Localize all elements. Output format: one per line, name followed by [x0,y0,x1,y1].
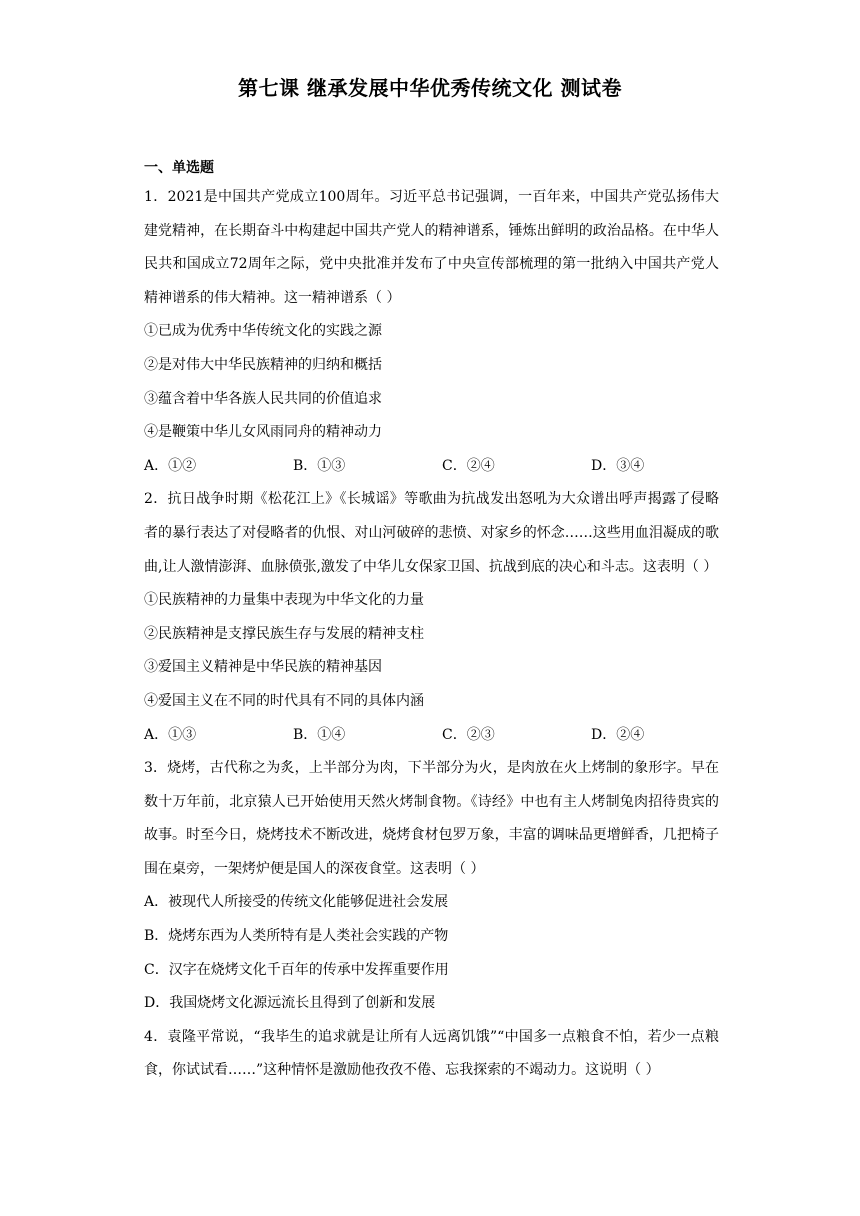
choice-d[interactable]: D．我国烧烤文化源远流长且得到了创新和发展 [144,995,436,1012]
statement-item: ④爱国主义在不同的时代具有不同的具体内涵 [144,692,424,709]
choice-a[interactable]: A．①③ [144,726,197,743]
choice-c[interactable]: C．②③ [442,726,495,743]
question-1 [144,181,719,483]
section-heading: 一、单选题 [144,160,214,176]
statement-item: ④是鞭策中华儿女风雨同舟的精神动力 [144,424,382,441]
choice-a[interactable]: A．①② [144,457,197,474]
choice-b[interactable]: B．①④ [293,726,346,743]
statement-item: ①民族精神的力量集中表现为中华文化的力量 [144,592,424,609]
answer-choices [144,719,719,753]
question-stem: 3．烧烤，古代称之为炙，上半部分为肉，下半部分为火，是肉放在火上烤制的象形字。早在数十万年前，北京猿人已开始使用天然火烤制食物。《诗经》中也有主人烤制兔肉招待贵宾的故事。时至今日，烧烤技术不断改进，烧烤食材包罗万象，丰富的调味品更增鲜香，几把椅子围在桌旁，一架烤炉便是国人的深夜食堂。这表明（ ） [144,760,719,877]
question-2 [144,483,719,752]
statement-item: ②是对伟大中华民族精神的归纳和概括 [144,356,382,373]
exam-content [144,155,719,1088]
question-4 [144,1021,719,1088]
choice-b[interactable]: B．①③ [293,457,346,474]
choice-b[interactable]: B．烧烤东西为人类所特有是人类社会实践的产物 [144,928,449,945]
statement-item: ③蕴含着中华各族人民共同的价值追求 [144,390,382,407]
question-stem: 4．袁隆平常说，“我毕生的追求就是让所有人远离饥饿”“中国多一点粮食不怕，若少一点粮食，你试试看……”这种情怀是激励他孜孜不倦、忘我探索的不竭动力。这说明（ ） [144,1028,719,1079]
choice-c[interactable]: C．汉字在烧烤文化千百年的传承中发挥重要作用 [144,961,449,978]
statement-item: ②民族精神是支撑民族生存与发展的精神支柱 [144,625,424,642]
question-stem: 2．抗日战争时期《松花江上》《长城谣》等歌曲为抗战发出怒吼为大众谱出呼声揭露了侵略者的暴行表达了对侵略者的仇恨、对山河破碎的悲愤、对家乡的怀念……这些用血泪凝成的歌曲,让人激情澎湃、血脉偾张,激发了中华儿女保家卫国、抗战到底的决心和斗志。这表明（ ） [144,491,719,575]
choice-d[interactable]: D．②④ [591,726,645,743]
answer-choices [144,450,719,484]
statement-item: ①已成为优秀中华传统文化的实践之源 [144,323,382,340]
statement-item: ③爱国主义精神是中华民族的精神基因 [144,659,382,676]
choice-a[interactable]: A．被现代人所接受的传统文化能够促进社会发展 [144,894,449,911]
choice-d[interactable]: D．③④ [591,457,645,474]
choice-c[interactable]: C．②④ [442,457,495,474]
question-3 [144,752,719,1021]
page-title: 第七课 继承发展中华优秀传统文化 测试卷 [238,76,622,100]
question-stem: 1．2021是中国共产党成立100周年。习近平总书记强调，一百年来，中国共产党弘扬伟大建党精神，在长期奋斗中构建起中国共产党人的精神谱系，锤炼出鲜明的政治品格。在中华人民共和国成立72周年之际，党中央批准并发布了中央宣传部梳理的第一批纳入中国共产党人精神谱系的伟大精神。这一精神谱系（ ） [144,189,719,306]
